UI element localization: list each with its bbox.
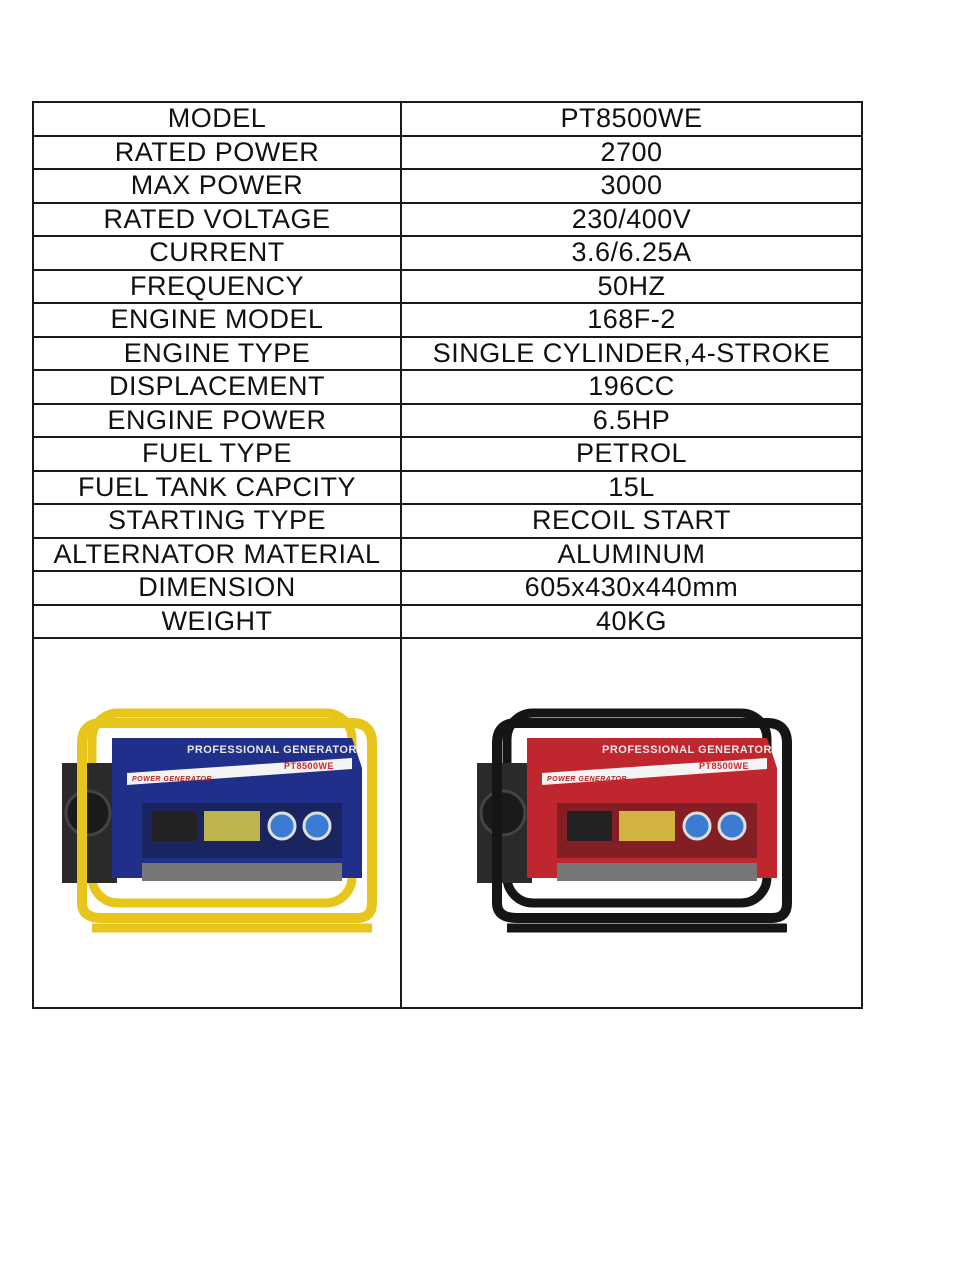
spec-label: ENGINE TYPE	[33, 337, 401, 371]
spec-row-5	[33, 270, 862, 304]
spec-value: SINGLE CYLINDER,4-STROKE	[401, 337, 862, 371]
spec-label: MODEL	[33, 102, 401, 136]
spec-row-0	[33, 102, 862, 136]
generator-image-blue	[52, 703, 382, 943]
spec-row-12	[33, 504, 862, 538]
spec-value: 6.5HP	[401, 404, 862, 438]
spec-value: 50HZ	[401, 270, 862, 304]
spec-row-14	[33, 571, 862, 605]
image-row	[33, 638, 862, 1008]
spec-row-2	[33, 169, 862, 203]
spec-value: 230/400V	[401, 203, 862, 237]
spec-row-11	[33, 471, 862, 505]
spec-row-15	[33, 605, 862, 639]
spec-value: 168F-2	[401, 303, 862, 337]
spec-value: 605x430x440mm	[401, 571, 862, 605]
generator-image-cell-blue	[33, 638, 401, 1008]
spec-label: FREQUENCY	[33, 270, 401, 304]
brand-text: PROFESSIONAL GENERATOR	[601, 744, 772, 756]
spec-value: 2700	[401, 136, 862, 170]
spec-label: FUEL TANK CAPCITY	[33, 471, 401, 505]
spec-label: ALTERNATOR MATERIAL	[33, 538, 401, 572]
spec-label: STARTING TYPE	[33, 504, 401, 538]
spec-table-body	[33, 102, 862, 1008]
generator-image-red	[467, 703, 797, 943]
logo-text: POWER GENERATOR	[132, 776, 212, 783]
spec-row-10	[33, 437, 862, 471]
spec-label: RATED POWER	[33, 136, 401, 170]
spec-row-7	[33, 337, 862, 371]
spec-value: 15L	[401, 471, 862, 505]
spec-label: WEIGHT	[33, 605, 401, 639]
model-text: PT8500WE	[284, 761, 335, 771]
spec-label: FUEL TYPE	[33, 437, 401, 471]
spec-value: 196CC	[401, 370, 862, 404]
spec-row-9	[33, 404, 862, 438]
model-text: PT8500WE	[698, 761, 749, 771]
spec-label: ENGINE POWER	[33, 404, 401, 438]
spec-row-3	[33, 203, 862, 237]
spec-value: 3000	[401, 169, 862, 203]
spec-label: DISPLACEMENT	[33, 370, 401, 404]
spec-value: ALUMINUM	[401, 538, 862, 572]
spec-value: RECOIL START	[401, 504, 862, 538]
spec-row-8	[33, 370, 862, 404]
spec-value: 40KG	[401, 605, 862, 639]
spec-row-1	[33, 136, 862, 170]
logo-text: POWER GENERATOR	[546, 776, 627, 783]
spec-row-13	[33, 538, 862, 572]
brand-text: PROFESSIONAL GENERATOR	[187, 744, 357, 756]
spec-label: CURRENT	[33, 236, 401, 270]
spec-label: ENGINE MODEL	[33, 303, 401, 337]
spec-label: RATED VOLTAGE	[33, 203, 401, 237]
spec-label: MAX POWER	[33, 169, 401, 203]
spec-row-4	[33, 236, 862, 270]
spec-row-6	[33, 303, 862, 337]
generator-image-cell-red	[401, 638, 862, 1008]
spec-label: DIMENSION	[33, 571, 401, 605]
spec-value: 3.6/6.25A	[401, 236, 862, 270]
spec-value: PT8500WE	[401, 102, 862, 136]
spec-value: PETROL	[401, 437, 862, 471]
spec-table	[32, 101, 863, 1009]
